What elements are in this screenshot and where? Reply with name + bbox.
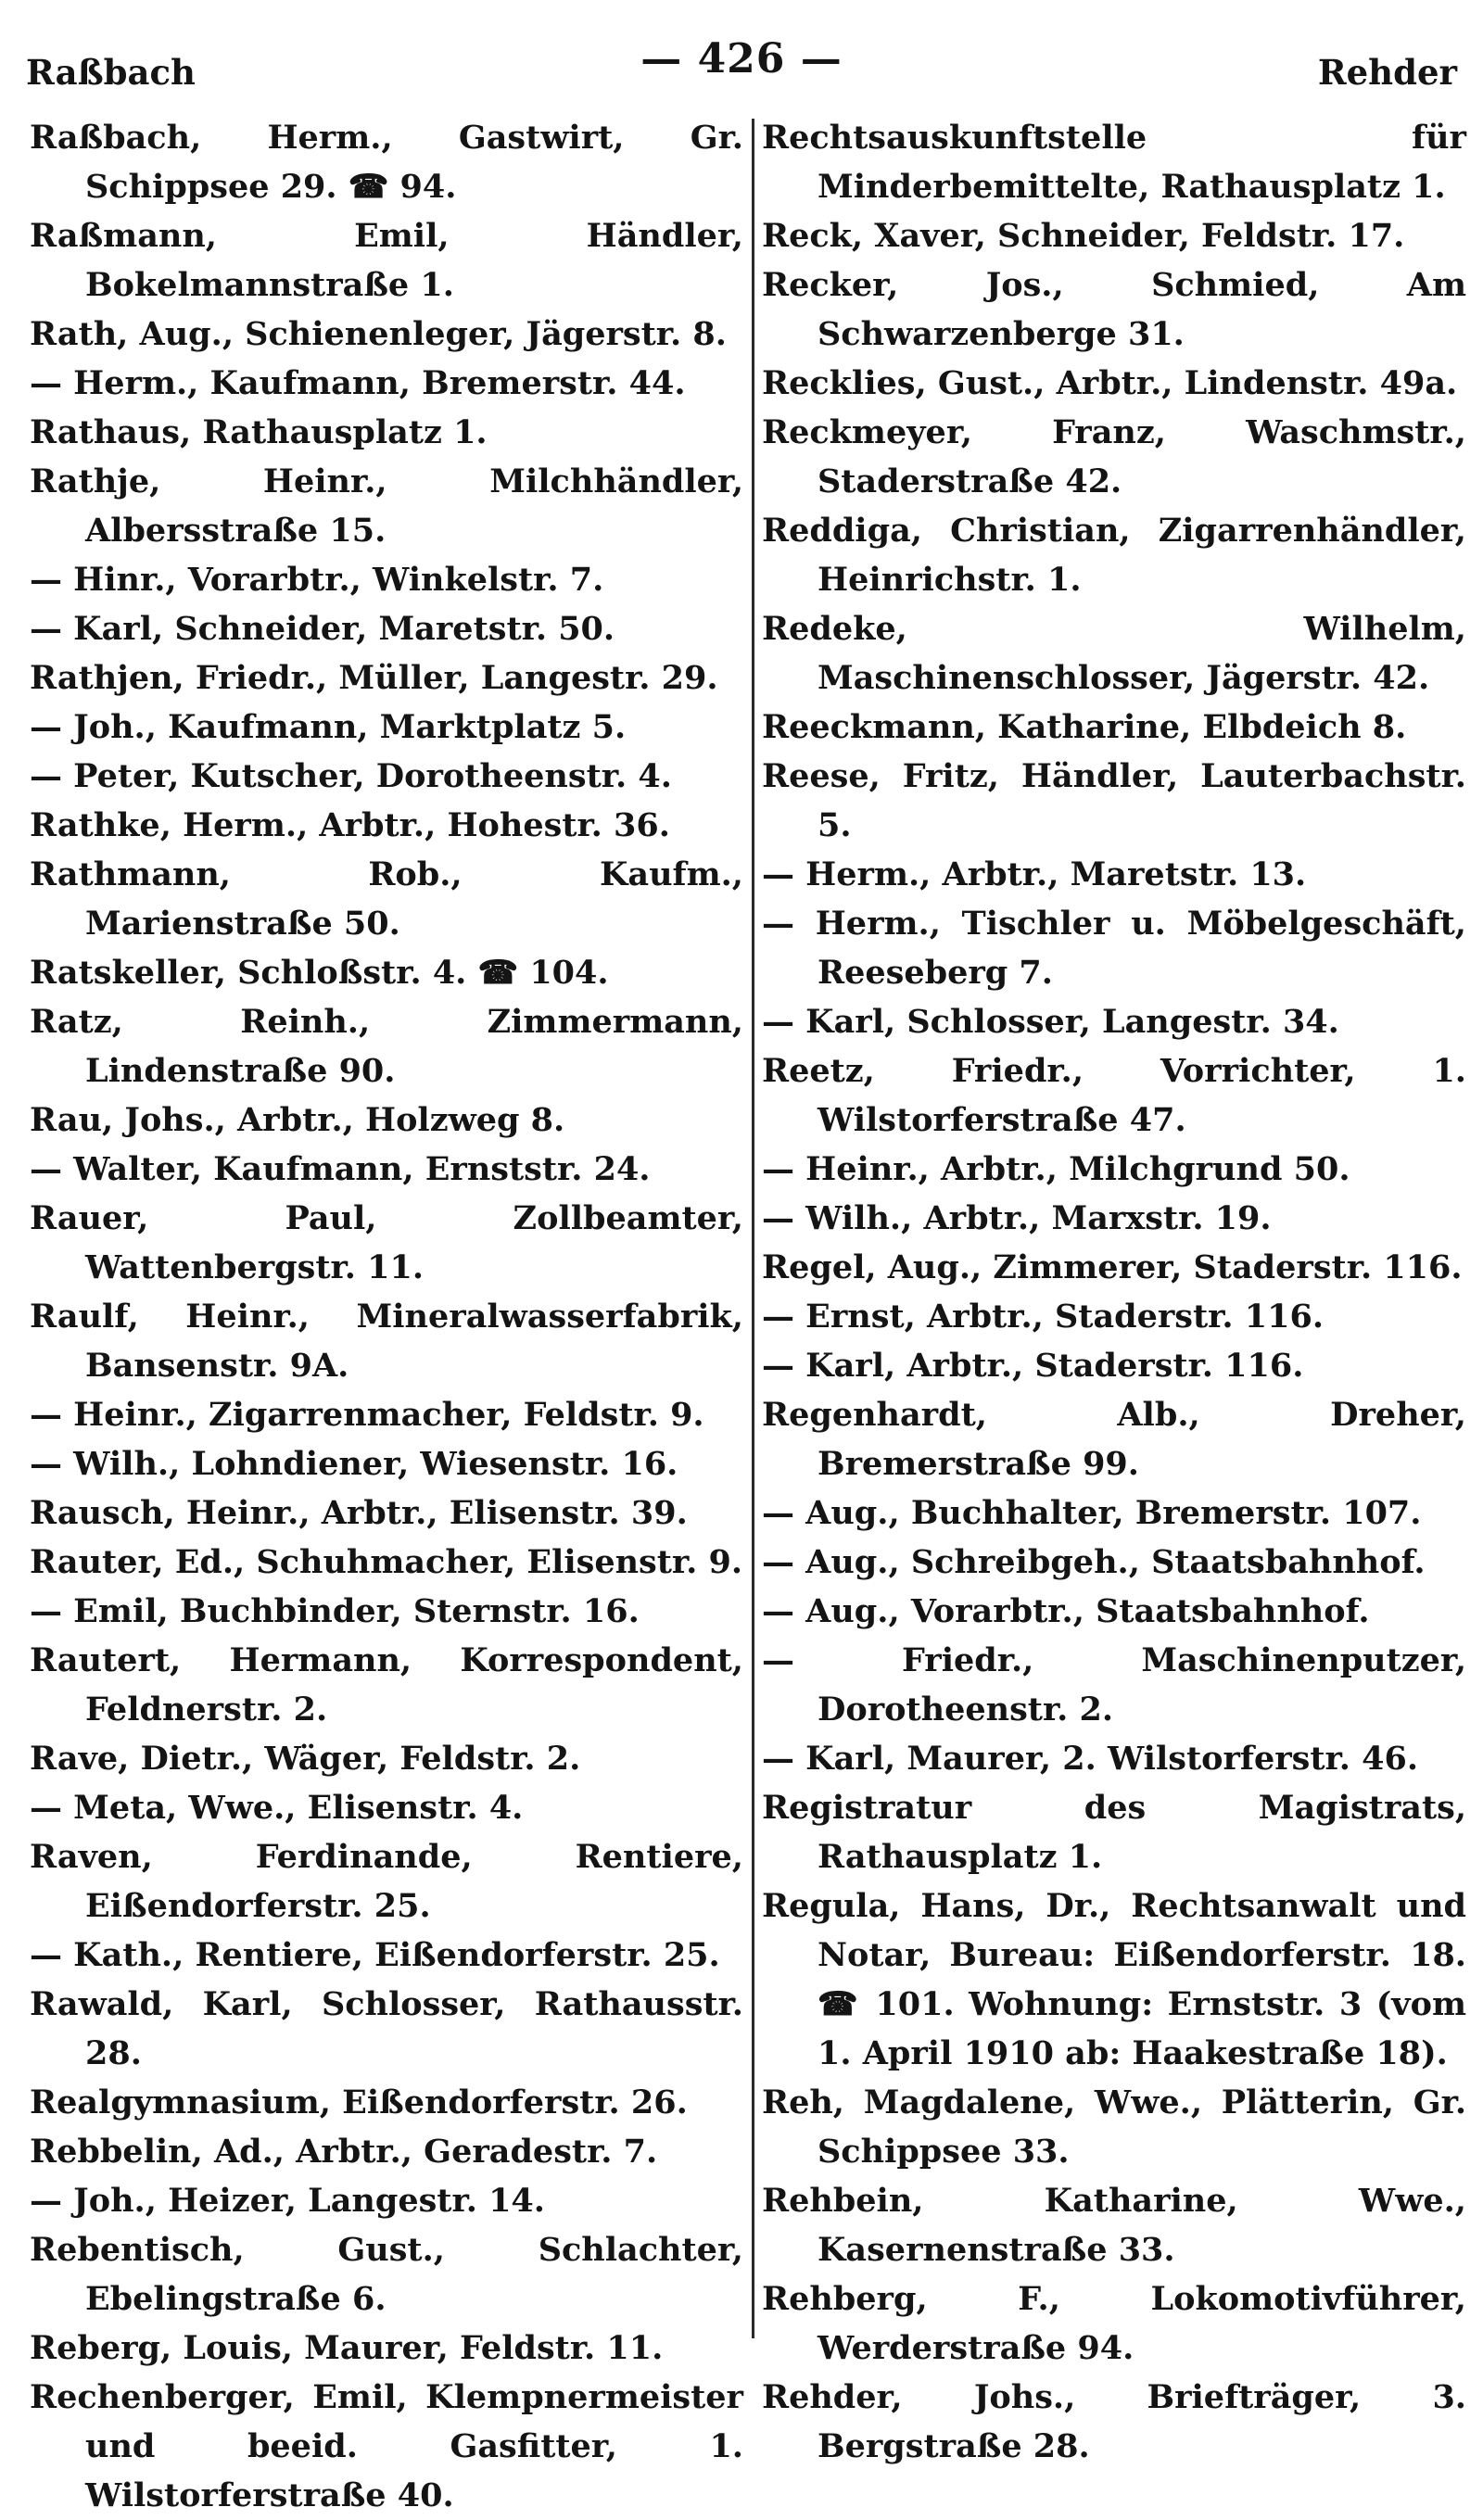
directory-entry: Reh, Magdalene, Wwe., Plätterin, Gr. Schippsee 33.	[762, 2083, 1466, 2171]
running-head-right: Rehder	[1317, 52, 1457, 93]
directory-entry: Realgymnasium, Eißendorferstr. 26.	[30, 2083, 688, 2121]
directory-entry: — Heinr., Arbtr., Milchgrund 50.	[762, 1150, 1350, 1188]
directory-entry: Rauter, Ed., Schuhmacher, Elisenstr. 9.	[30, 1543, 743, 1581]
directory-entry: Regula, Hans, Dr., Rechtsanwalt und Notar, Bureau: Eißendorferstr. 18. ☎ 101. Wohnung: Ernststr. 3 (vom 1. April 1910 ab: Haakestraße 18).	[762, 1887, 1466, 2072]
directory-entry: Rebbelin, Ad., Arbtr., Geradestr. 7.	[30, 2133, 658, 2171]
directory-entry: Rathje, Heinr., Milchhändler, Albersstraße 15.	[30, 462, 743, 550]
directory-entry: — Karl, Schneider, Maretstr. 50.	[30, 610, 615, 648]
directory-entry: Raßbach, Herm., Gastwirt, Gr. Schippsee 29. ☎ 94.	[30, 119, 743, 206]
directory-entry: Recker, Jos., Schmied, Am Schwarzenberge 31.	[762, 266, 1466, 353]
directory-entry: Ratz, Reinh., Zimmermann, Lindenstraße 90.	[30, 1003, 743, 1090]
directory-entry: Rauer, Paul, Zollbeamter, Wattenbergstr. 11.	[30, 1199, 743, 1286]
running-head-left: Raßbach	[26, 52, 196, 93]
directory-entry: Regel, Aug., Zimmerer, Staderstr. 116.	[762, 1248, 1463, 1286]
directory-entry: Rehbein, Katharine, Wwe., Kasernenstraße 33.	[762, 2182, 1466, 2269]
directory-entry: — Kath., Rentiere, Eißendorferstr. 25.	[30, 1936, 720, 1974]
directory-entry: — Ernst, Arbtr., Staderstr. 116.	[762, 1298, 1325, 1336]
directory-entry: — Aug., Vorarbtr., Staatsbahnhof.	[762, 1592, 1370, 1630]
directory-entry: — Hinr., Vorarbtr., Winkelstr. 7.	[30, 561, 604, 599]
directory-entry: — Aug., Buchhalter, Bremerstr. 107.	[762, 1494, 1422, 1532]
directory-entry: Rathke, Herm., Arbtr., Hohestr. 36.	[30, 806, 670, 844]
directory-entry: — Emil, Buchbinder, Sternstr. 16.	[30, 1592, 640, 1630]
directory-entry: Rath, Aug., Schienenleger, Jägerstr. 8.	[30, 315, 727, 353]
directory-entry: — Karl, Maurer, 2. Wilstorferstr. 46.	[762, 1740, 1419, 1778]
directory-entry: — Meta, Wwe., Elisenstr. 4.	[30, 1789, 524, 1827]
directory-entry: — Herm., Kaufmann, Bremerstr. 44.	[30, 364, 686, 402]
directory-entry: Rehder, Johs., Briefträger, 3. Bergstraße 28.	[762, 2378, 1466, 2465]
directory-entry: Rechenberger, Emil, Klempnermeister und beeid. Gasfitter, 1. Wilstorferstraße 40.	[30, 2378, 743, 2514]
right-column	[762, 113, 1466, 2471]
directory-entry: Rausch, Heinr., Arbtr., Elisenstr. 39.	[30, 1494, 688, 1532]
directory-entry: — Joh., Kaufmann, Marktplatz 5.	[30, 708, 627, 746]
directory-entry: Redeke, Wilhelm, Maschinenschlosser, Jägerstr. 42.	[762, 610, 1466, 697]
column-divider	[752, 119, 754, 2338]
directory-entry: Rautert, Hermann, Korrespondent, Feldnerstr. 2.	[30, 1641, 743, 1729]
directory-entry: Raven, Ferdinande, Rentiere, Eißendorferstr. 25.	[30, 1838, 743, 1925]
directory-entry: — Peter, Kutscher, Dorotheenstr. 4.	[30, 757, 672, 795]
directory-entry: Raulf, Heinr., Mineralwasserfabrik, Bansenstr. 9A.	[30, 1298, 743, 1385]
directory-entry: Rehberg, F., Lokomotivführer, Werderstraße 94.	[762, 2280, 1466, 2367]
page-number: — 426 —	[640, 35, 843, 82]
directory-entry: Raßmann, Emil, Händler, Bokelmannstraße 1.	[30, 217, 743, 304]
directory-entry: Rathjen, Friedr., Müller, Langestr. 29.	[30, 659, 718, 697]
directory-entry: — Friedr., Maschinenputzer, Dorotheenstr. 2.	[762, 1641, 1466, 1729]
directory-entry: — Karl, Schlosser, Langestr. 34.	[762, 1003, 1339, 1041]
directory-entry: Regenhardt, Alb., Dreher, Bremerstraße 99.	[762, 1396, 1466, 1483]
directory-entry: Reberg, Louis, Maurer, Feldstr. 11.	[30, 2329, 664, 2367]
directory-entry: Reddiga, Christian, Zigarrenhändler, Heinrichstr. 1.	[762, 512, 1466, 599]
directory-entry: — Herm., Arbtr., Maretstr. 13.	[762, 855, 1307, 893]
page-header	[0, 26, 1483, 100]
directory-entry: — Heinr., Zigarrenmacher, Feldstr. 9.	[30, 1396, 704, 1434]
left-column	[30, 113, 743, 2520]
directory-entry: Recklies, Gust., Arbtr., Lindenstr. 49a.	[762, 364, 1458, 402]
directory-entry: Rathaus, Rathausplatz 1.	[30, 413, 488, 451]
directory-entry: Rechtsauskunftstelle für Minderbemittelte, Rathausplatz 1.	[762, 119, 1466, 206]
directory-entry: Reetz, Friedr., Vorrichter, 1. Wilstorferstraße 47.	[762, 1052, 1466, 1139]
directory-entry: Rau, Johs., Arbtr., Holzweg 8.	[30, 1101, 565, 1139]
directory-entry: Reck, Xaver, Schneider, Feldstr. 17.	[762, 217, 1405, 255]
directory-entry: — Wilh., Arbtr., Marxstr. 19.	[762, 1199, 1272, 1237]
directory-entry: Rawald, Karl, Schlosser, Rathausstr. 28.	[30, 1985, 743, 2072]
directory-entry: — Wilh., Lohndiener, Wiesenstr. 16.	[30, 1445, 678, 1483]
directory-entry: — Joh., Heizer, Langestr. 14.	[30, 2182, 545, 2220]
directory-entry: Rebentisch, Gust., Schlachter, Ebelingstraße 6.	[30, 2231, 743, 2318]
directory-entry: Reckmeyer, Franz, Waschmstr., Staderstraße 42.	[762, 413, 1466, 500]
directory-entry: — Aug., Schreibgeh., Staatsbahnhof.	[762, 1543, 1426, 1581]
directory-entry: Reese, Fritz, Händler, Lauterbachstr. 5.	[762, 757, 1466, 844]
directory-entry: Ratskeller, Schloßstr. 4. ☎ 104.	[30, 954, 609, 992]
directory-entry: — Karl, Arbtr., Staderstr. 116.	[762, 1347, 1304, 1385]
directory-entry: — Walter, Kaufmann, Ernststr. 24.	[30, 1150, 651, 1188]
directory-entry: — Herm., Tischler u. Möbelgeschäft, Reeseberg 7.	[762, 905, 1466, 992]
directory-entry: Reeckmann, Katharine, Elbdeich 8.	[762, 708, 1407, 746]
directory-entry: Rave, Dietr., Wäger, Feldstr. 2.	[30, 1740, 581, 1778]
directory-entry: Registratur des Magistrats, Rathausplatz 1.	[762, 1789, 1466, 1876]
directory-entry: Rathmann, Rob., Kaufm., Marienstraße 50.	[30, 855, 743, 943]
